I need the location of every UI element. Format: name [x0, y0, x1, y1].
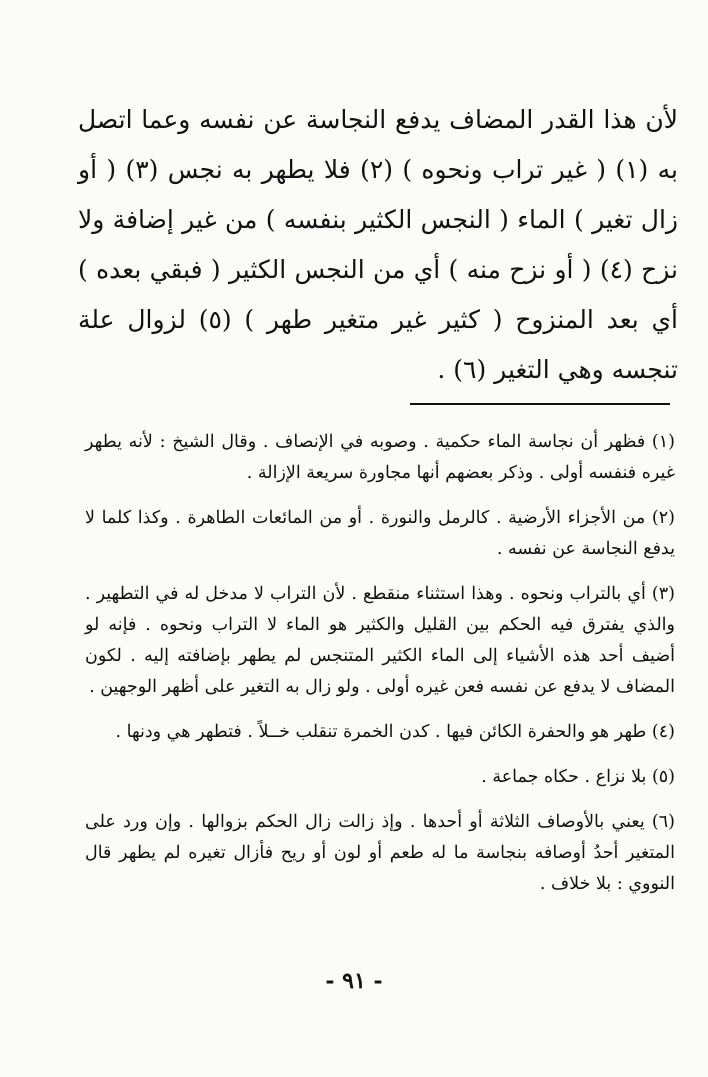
- footnote-6: (٦) يعني بالأوصاف الثلاثة أو أحدها . وإذ زالت زال الحكم بزوالها . وإن ورد على المتغير أحدُ أوصافه بنجاسة ما له طعم أو لون أو ريح فأزال تغيره لم يطهر قال النووي : بلا خلاف .: [85, 812, 675, 894]
- footnote-1: (١) فظهر أن نجاسة الماء حكمية . وصوبه في الإنصاف . وقال الشيخ : لأنه يطهر غيره فنفسه أولى . وذكر بعضهم أنها مجاورة سريعة الإزالة .: [85, 432, 675, 483]
- footnote-separator: [410, 403, 670, 405]
- footnote-4: (٤) طهر هو والحفرة الكائن فيها . كدن الخمرة تنقلب خــلاً . فتطهر هي ودنها .: [115, 722, 675, 742]
- footnotes-block: [85, 427, 675, 914]
- footnote-3: (٣) أي بالتراب ونحوه . وهذا استثناء منقطع . لأن التراب لا مدخل له في التطهير . والذي يفترق فيه الحكم بين القليل والكثير هو الماء لا التراب ونحوه . فإنه لو أضيف أحد هذه الأشياء إلى الماء الكثير المتنجس لم يطهر بإضافته إليه . لكون المضاف لا يدفع عن نفسه فعن غيره أولى . ولو زال به التغير على أظهر الوجهين .: [85, 584, 675, 697]
- footnote-2: (٢) من الأجزاء الأرضية . كالرمل والنورة . أو من المائعات الطاهرة . وكذا كلما لا يدفع النجاسة عن نفسه .: [85, 508, 675, 559]
- footnote-5: (٥) بلا نزاع . حكاه جماعة .: [481, 767, 675, 787]
- main-text-block: [78, 95, 678, 395]
- main-paragraph: لأن هذا القدر المضاف يدفع النجاسة عن نفسه وعما اتصل به (١) ( غير تراب ونحوه ) (٢) فلا يطهر به نجس (٣) ( أو زال تغير ) الماء ( النجس الكثير بنفسه ) من غير إضافة ولا نزح (٤) ( أو نزح منه ) أي من النجس الكثير ( فبقي بعده ) أي بعد المنزوح ( كثير غير متغير طهر ) (٥) لزوال علة تنجسه وهي التغير (٦) .: [78, 105, 679, 384]
- page-number: - ٩١ -: [325, 968, 383, 994]
